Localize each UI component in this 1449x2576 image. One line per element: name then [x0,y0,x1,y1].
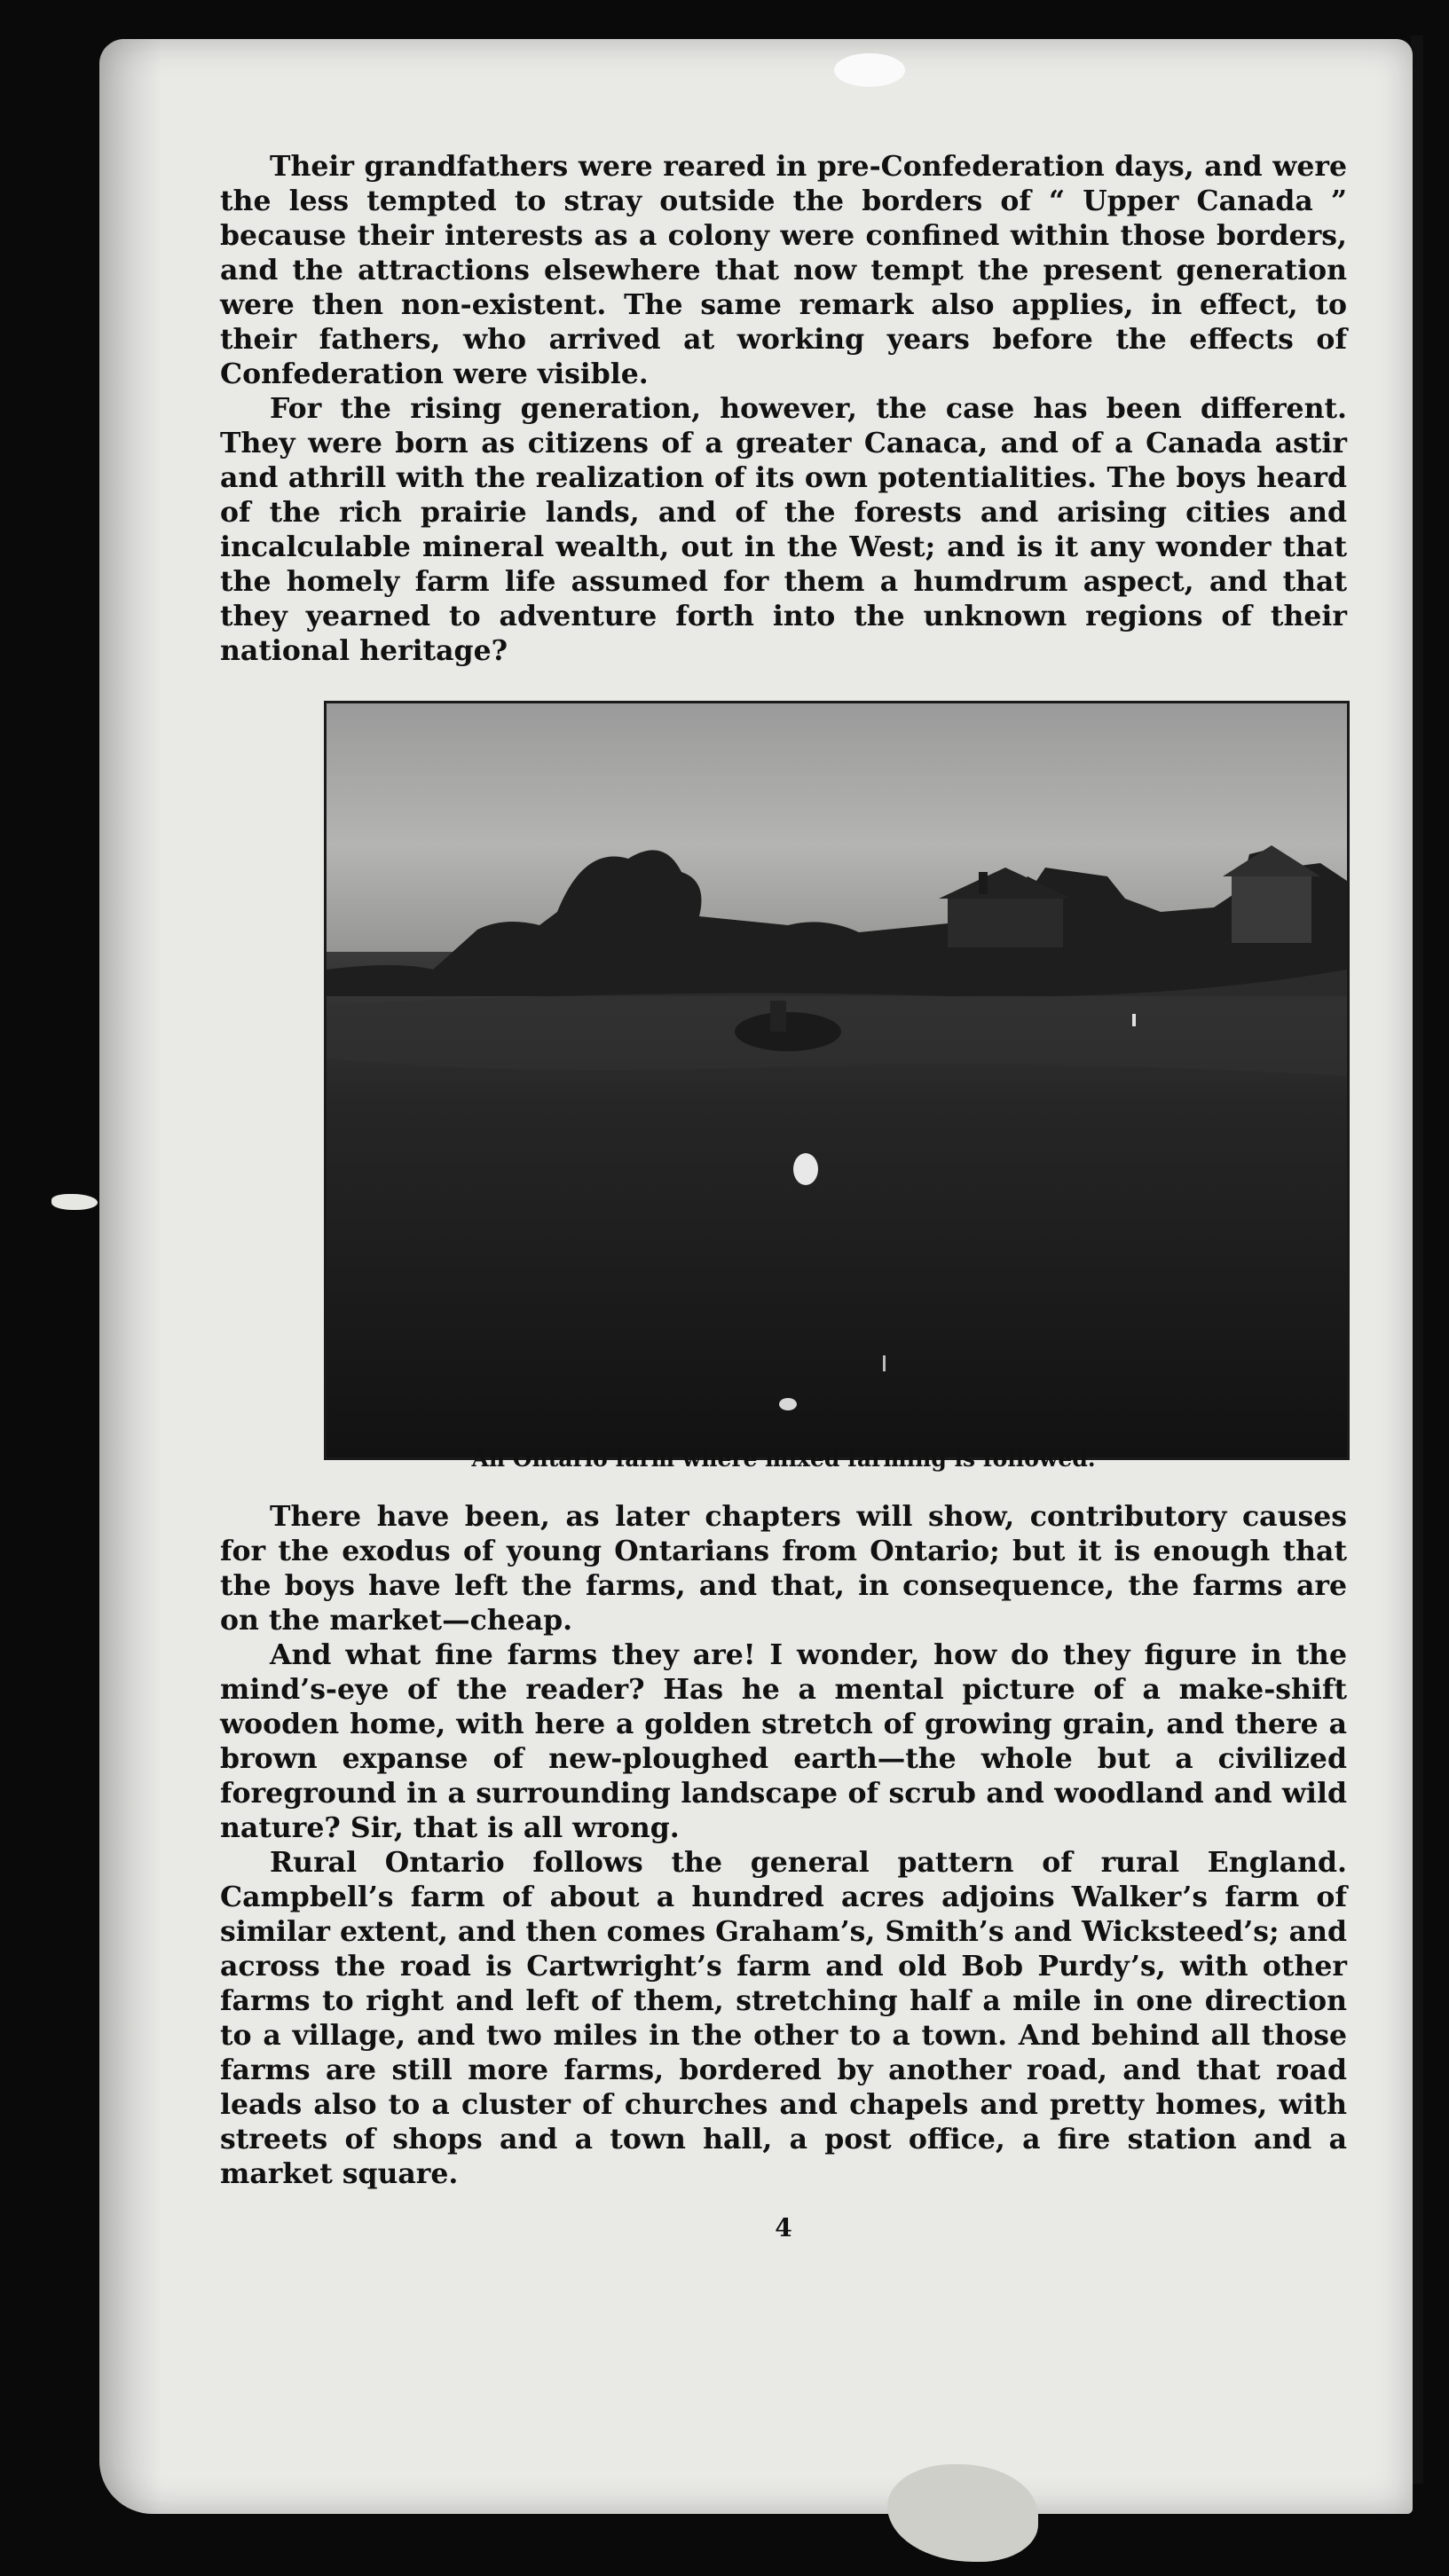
figure-caption: An Ontario farm where mixed farming is followed. [471,1446,1096,1472]
paper-blemish [51,1194,98,1210]
paragraph: For the rising generation, however, the case has been different. They were born as citizens of a greater Canaca, and of a Canada astir and athrill with the realization of its own potentialities. The boys heard of the rich prairie lands, and of the forests and arising cities and incalculable mineral wealth, out in the West; and is it any wonder that the homely farm life assumed for them a humdrum aspect, and that they yearned to adventure forth into the unknown regions of their national heritage? [220,392,1347,667]
farm-photo-image [327,703,1347,1457]
farm-photograph [324,701,1350,1460]
bottom-text-block [220,1499,1347,2191]
scan-edge-rule [1411,35,1423,2484]
top-text-block [220,149,1347,668]
paragraph: And what fine farms they are! I wonder, how do they figure in the mind’s-eye of the reader? Has he a mental picture of a make-shift wooden home, with here a golden stretch of growing grain, and there a brown expanse of new-ploughed earth—the whole but a civilized foreground in a surrounding landscape of scrub and woodland and wild nature? Sir, that is all wrong. [220,1638,1347,1844]
paragraph: Their grandfathers were reared in pre-Confederation days, and were the less tempted to stray outside the borders of “ Upper Canada ” because their interests as a colony were confined within those borders, and the attractions elsewhere that now tempt the present generation were then non-existent. The same remark also applies, in effect, to their fathers, who arrived at working years before the effects of Confederation were visible. [220,150,1347,390]
paragraph: Rural Ontario follows the general pattern of rural England. Campbell’s farm of about a hundred acres adjoins Walker’s farm of similar extent, and then comes Graham’s, Smith’s and Wicksteed’s; and across the road is Cartwright’s farm and old Bob Purdy’s, with other farms to right and left of them, stretching half a mile in one direction to a village, and two miles in the other to a town. And behind all those farms are still more farms, bordered by another road, and that road leads also to a cluster of churches and chapels and pretty homes, with streets of shops and a town hall, a post office, a fire station and a market square. [220,1846,1347,2190]
page-number: 4 [775,2213,792,2242]
paragraph: There have been, as later chapters will show, contributory causes for the exodus of young Ontarians from Ontario; but it is enough that the boys have left the farms, and that, in consequence, the farms are on the market—cheap. [220,1500,1347,1637]
paper-blemish [834,53,905,87]
